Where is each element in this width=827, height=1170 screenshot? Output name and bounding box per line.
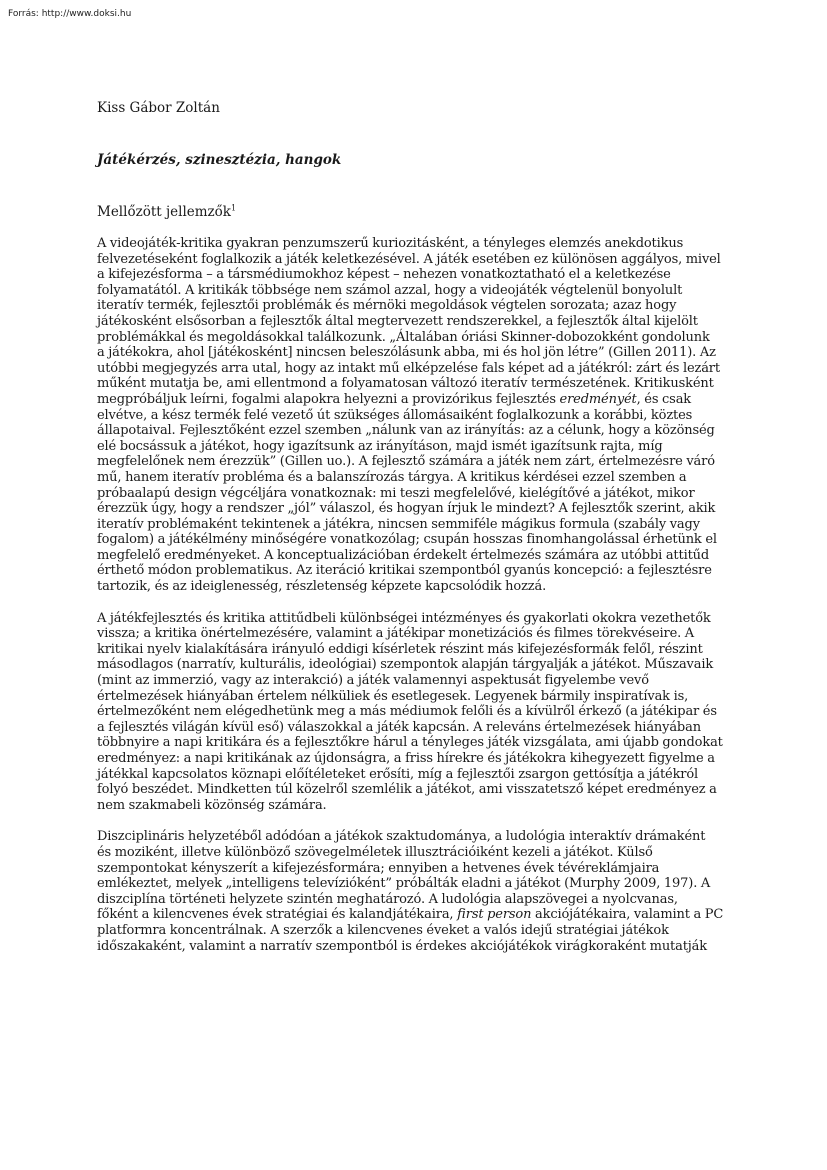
line-text: akciójátékaira, valamint a PC (531, 907, 724, 923)
paragraph-line: utóbbi megjegyzés arra utal, hogy az intakt mű elképzelése fals képet ad a játékról: zárt és lezárt (97, 360, 720, 376)
paragraph-line: iteratív problémaként tekintenek a játékra, nincsen semmiféle mágikus formula (szabály vagy (97, 516, 700, 532)
paragraph-line: a játékokra, ahol [játékosként] nincsen beleszólásunk abba, mi és hol jön létre” (Gillen 2011). Az (97, 345, 716, 361)
paragraph-line: műként mutatja be, ami ellentmond a folyamatosan változó iteratív természetének. Kritikusként (97, 376, 714, 392)
article-title: Játékérzés, szinesztézia, hangok (97, 152, 342, 168)
paragraph-line: platformra koncentrálnak. A szerzők a kilencvenes éveket a valós idejű stratégiai játékok (97, 922, 669, 938)
paragraph-line: játékosként elsősorban a fejlesztők által megtervezett rendszerekkel, a fejlesztők által kijelölt (97, 313, 698, 329)
paragraph-line: játékkal kapcsolatos köznapi előítéleteket erősíti, míg a fejlesztői zsargon gettósítja a játékról (97, 766, 699, 782)
paragraph-line: szempontokat kényszerít a kifejezésformára; ennyiben a hetvenes évek tévéreklámjaira (97, 860, 660, 876)
paragraph-line: felvezetéseként foglalkozik a játék keletkezésével. A játék esetében ez különösen aggályos, mivel (97, 251, 721, 267)
paragraph-line: megfelelőnek nem érezzük” (Gillen uo.). A fejlesztő számára a játék nem zárt, értelmezésre váró (97, 454, 715, 470)
paragraph-line: problémákkal és megoldásokkal találkozunk. „Általában óriási Skinner-dobozokként gondolunk (97, 329, 710, 345)
paragraph-2 (97, 611, 737, 814)
paragraph-line: állapotaival. Fejlesztőként ezzel szemben „nálunk van az irányítás: az a célunk, hogy a közönség (97, 423, 715, 439)
paragraph-line: fogalom) a játékélmény minőségére vonatkozólag; csupán hosszas finomhangolással érhetünk el (97, 532, 717, 548)
paragraph-line: iteratív termék, fejlesztői problémák és mérnöki megoldások végtelen sorozata; azaz hogy (97, 298, 677, 314)
paragraph-line: elvétve, a kész termék felé vezető út szükséges állomásaiként foglalkozunk a korábbi, köztes (97, 407, 693, 423)
paragraph-line: értelmezőként nem elégedhetünk meg a más médiumok felőli és a kívülről érkező (a játékipar és (97, 704, 717, 720)
line-text: , és csak (636, 391, 692, 407)
paragraph-line: (mint az immerzió, vagy az interakció) a játék valamennyi aspektusát figyelembe vevő (97, 673, 649, 689)
paragraph-line: diszciplína történeti helyzete szintén meghatározó. A ludológia alapszövegei a nyolcvanas, (97, 891, 678, 907)
line-text: megpróbáljuk leírni, fogalmi alapokra helyezni a provizórikus fejlesztés (97, 391, 560, 407)
paragraph-line: vissza; a kritika önértelmezésére, valamint a játékipar monetizációs és filmes törekvéseire. A (97, 626, 695, 642)
paragraph-line: próbaalapú design végcéljára vonatkoznak: mi teszi megfelelővé, kielégítővé a játékot, mikor (97, 485, 695, 501)
source-label: Forrás: http://www.doksi.hu (8, 9, 132, 19)
paragraph-line: A játékfejlesztés és kritika attitűdbeli különbségei intézményes és gyakorlati okokra vezethetők (97, 610, 711, 626)
paragraph-line: és moziként, illetve különböző szövegelméletek illusztrációiként kezeli a játékot. Külső (97, 844, 653, 860)
paragraph-line: folyamatától. A kritikák többsége nem számol azzal, hogy a videojáték végtelenül bonyolult (97, 282, 683, 298)
paragraph-line: többnyire a napi kritikára és a fejlesztőkre hárul a tényleges játék vizsgálata, ami újabb gondokat (97, 735, 723, 751)
paragraph-line: időszakaként, valamint a narratív szempontból is érdekes akciójátékok virágkoraként mutatják (97, 938, 708, 954)
paragraph-line: másodlagos (narratív, kulturális, ideológiai) szempontok alapján tárgyalják a játékot. Műszavaik (97, 657, 714, 673)
footnote-marker[interactable]: 1 (230, 203, 237, 213)
paragraph-line: a fejlesztés világán kívül eső) válaszokkal a játék kapcsán. A releváns értelmezések hiányában (97, 719, 701, 735)
author-name: Kiss Gábor Zoltán (97, 100, 220, 116)
paragraph-line: érthető módon problematikus. Az iteráció kritikai szempontból gyanús koncepció: a fejlesztésre (97, 563, 712, 579)
paragraph-line (97, 907, 737, 923)
paragraph-1 (97, 236, 737, 595)
section-heading-text: Mellőzött jellemzők (97, 204, 231, 220)
paragraph-line: a kifejezésforma – a társmédiumokhoz képest – nehezen vonatkoztatható el a keletkezése (97, 267, 671, 283)
document-page (97, 99, 737, 954)
paragraph-line: folyó beszédet. Mindketten túl közelről szemlélik a játékot, ami visszatetsző képet eredményez a (97, 782, 717, 798)
paragraph-line: Diszciplináris helyzetéből adódóan a játékok szaktudománya, a ludológia interaktív drámaként (97, 829, 706, 845)
paragraph-line: mű, hanem iteratív probléma és a balanszírozás tárgya. A kritikus kérdései ezzel szemben a (97, 469, 687, 485)
paragraph-line (97, 392, 737, 408)
paragraph-3 (97, 829, 737, 954)
paragraph-line: megfelelő eredményeket. A konceptualizációban érdekelt értelmezés számára az utóbbi attitűd (97, 547, 710, 563)
line-text: főként a kilencvenes évek stratégiai és kalandjátékaira, (97, 907, 458, 923)
paragraph-line: nem szakmabeli közönség számára. (97, 797, 327, 813)
paragraph-line: értelmezések hiányában értelem nélküliek és esetlegesek. Legyenek bármily inspiratívak is, (97, 688, 689, 704)
emphasis-text: first person (457, 907, 532, 923)
paragraph-line: érezzük úgy, hogy a rendszer „jól” válaszol, és hogyan írjuk le mindezt? A fejlesztők szerint, akik (97, 501, 716, 517)
paragraph-line: A videojáték-kritika gyakran penzumszerű kuriozitásként, a tényleges elemzés anekdotikus (97, 236, 684, 251)
paragraph-line: emlékeztet, melyek „intelligens televízióként” próbálták eladni a játékot (Murphy 2009, 197). A (97, 876, 711, 892)
paragraph-line: kritikai nyelv kialakítására irányuló eddigi kísérletek részint más kifejezésformák felől, részint (97, 641, 703, 657)
paragraph-line: eredményez: a napi kritikának az újdonságra, a friss hírekre és játékokra kihegyezett figyelme a (97, 751, 715, 766)
section-heading (97, 203, 737, 221)
paragraph-line: tartozik, és az ideiglenesség, részletenség képzete kapcsolódik hozzá. (97, 579, 547, 595)
emphasis-text: eredményét (559, 391, 637, 407)
paragraph-line: elé bocsássuk a játékot, hogy igazítsunk az irányításon, majd ismét igazítsunk rajta, míg (97, 438, 663, 454)
